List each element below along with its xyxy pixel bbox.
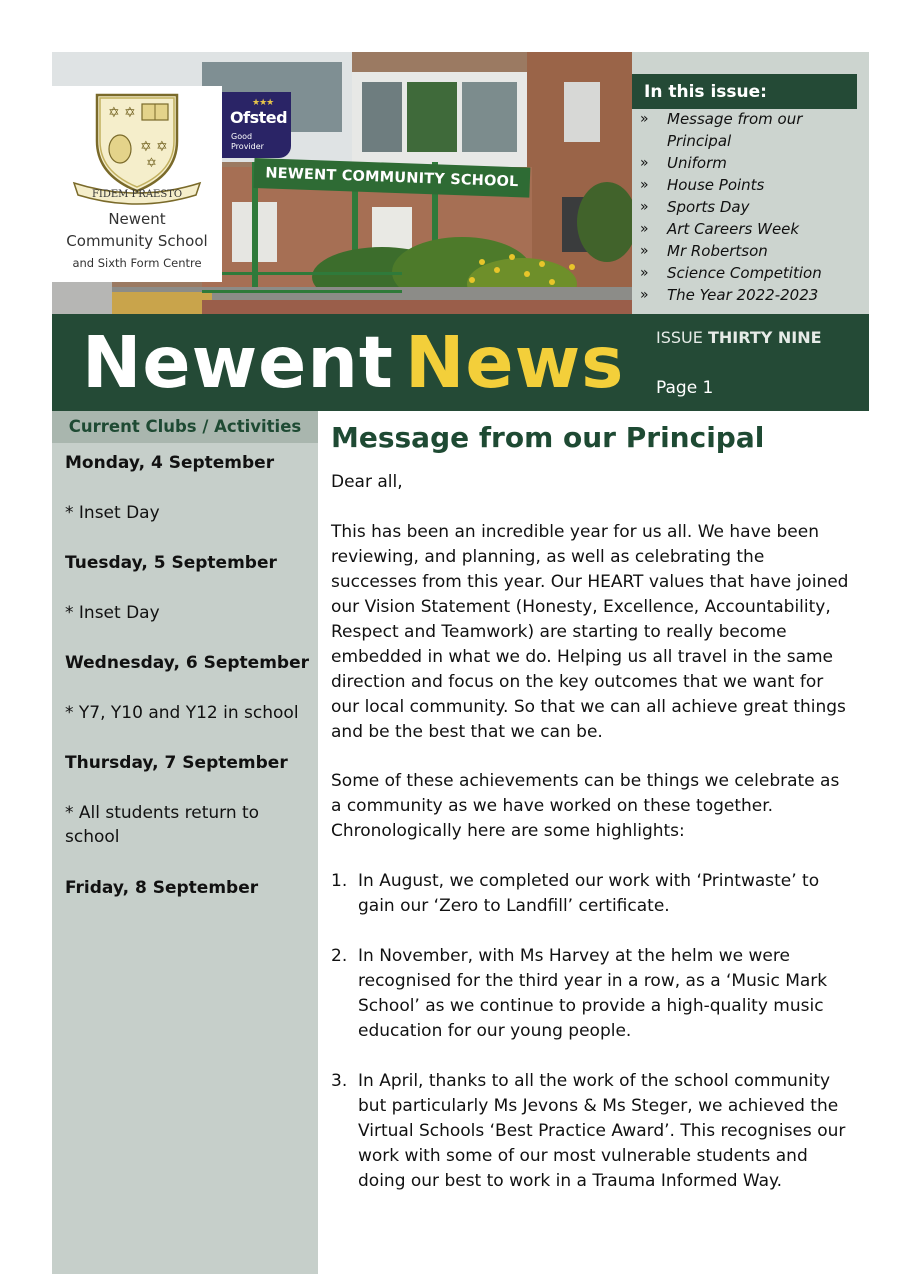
issue-item-label: Science Competition bbox=[667, 264, 822, 282]
issue-item[interactable] bbox=[640, 284, 857, 306]
arrow-icon: » bbox=[640, 221, 649, 237]
issue-item[interactable] bbox=[640, 196, 857, 218]
highlight-item bbox=[331, 1069, 851, 1194]
school-name-line1: Newent bbox=[108, 210, 166, 228]
highlight-item bbox=[331, 944, 851, 1044]
sidebar-day: Friday, 8 September bbox=[65, 878, 259, 898]
arrow-icon: » bbox=[640, 243, 649, 259]
ofsted-stars-icon: ★★★ bbox=[252, 98, 274, 108]
arrow-icon: » bbox=[640, 265, 649, 281]
in-this-issue-list bbox=[640, 108, 857, 306]
issue-item-label: Mr Robertson bbox=[667, 242, 768, 260]
ofsted-badge bbox=[222, 92, 291, 158]
article-greeting: Dear all, bbox=[331, 472, 403, 492]
sidebar-heading: Current Clubs / Activities bbox=[52, 411, 318, 443]
masthead-title-part1: Newent bbox=[82, 321, 394, 404]
issue-number-value: THIRTY NINE bbox=[707, 328, 822, 347]
issue-item[interactable] bbox=[640, 218, 857, 240]
crest-motto: FIDEM PRAESTO bbox=[91, 189, 183, 200]
arrow-icon: » bbox=[640, 287, 649, 303]
sidebar-note: * All students return to school bbox=[65, 803, 260, 847]
sidebar-day: Thursday, 7 September bbox=[65, 753, 288, 773]
highlight-item bbox=[331, 869, 851, 919]
issue-number bbox=[656, 328, 822, 347]
issue-item[interactable] bbox=[640, 152, 857, 174]
arrow-icon: » bbox=[640, 177, 649, 193]
svg-text:✡: ✡ bbox=[156, 139, 168, 155]
issue-item[interactable] bbox=[640, 262, 857, 284]
highlight-number: 1. bbox=[331, 871, 348, 891]
highlight-text: In August, we completed our work with ‘Printwaste’ to gain our ‘Zero to Landfill’ certificate. bbox=[358, 871, 820, 916]
issue-item-label: Uniform bbox=[667, 154, 727, 172]
masthead-title-part2: News bbox=[405, 321, 625, 404]
issue-item-label: House Points bbox=[667, 176, 765, 194]
ofsted-word: Ofsted bbox=[230, 108, 288, 127]
issue-item[interactable] bbox=[640, 108, 857, 152]
ofsted-rating-line1: Good bbox=[231, 132, 253, 141]
page-number: Page 1 bbox=[656, 378, 714, 398]
arrow-icon: » bbox=[640, 155, 649, 171]
highlight-number: 3. bbox=[331, 1071, 348, 1091]
school-crest-icon bbox=[72, 91, 202, 209]
svg-text:✡: ✡ bbox=[140, 139, 152, 155]
issue-item-label: Sports Day bbox=[667, 198, 750, 216]
sidebar-day: Wednesday, 6 September bbox=[65, 653, 309, 673]
sidebar-note: * Y7, Y10 and Y12 in school bbox=[65, 703, 299, 723]
issue-item[interactable] bbox=[640, 174, 857, 196]
sidebar-note: * Inset Day bbox=[65, 603, 160, 623]
highlight-text: In April, thanks to all the work of the school community but particularly Ms Jevons & Ms Steger, we achieved the Virtual Schools ‘Best Practice Award’. This recognises our work with some of our most vulnerable students and doing our best to work in a Trauma Informed Way. bbox=[358, 1071, 846, 1191]
ofsted-rating-line2: Provider bbox=[231, 142, 264, 151]
sidebar-day: Monday, 4 September bbox=[65, 453, 275, 473]
school-name-line3: and Sixth Form Centre bbox=[72, 256, 202, 270]
building-sign: NEWENT COMMUNITY SCHOOL bbox=[253, 158, 530, 198]
issue-item-label: The Year 2022-2023 bbox=[667, 286, 819, 304]
svg-text:✡: ✡ bbox=[146, 156, 157, 171]
issue-item-label: Art Careers Week bbox=[667, 220, 800, 238]
arrow-icon: » bbox=[640, 111, 649, 127]
highlight-text: In November, with Ms Harvey at the helm we were recognised for the third year in a row, as a ‘Music Mark School’ as we continue to provide a high-quality music education for our young people. bbox=[358, 946, 828, 1041]
issue-item[interactable] bbox=[640, 240, 857, 262]
sidebar-day: Tuesday, 5 September bbox=[65, 553, 277, 573]
highlight-number: 2. bbox=[331, 946, 348, 966]
in-this-issue-heading: In this issue: bbox=[632, 74, 857, 109]
article-paragraph: This has been an incredible year for us all. We have been reviewing, and planning, as well as celebrating the successes from this year. Our HEART values that have joined our Vision Statement (Honesty, Excellence, Accountability, Respect and Teamwork) are starting to really become embedded in what we do. Helping us all travel in the same direction and focus on the key outcomes that we want for our local community. So that we can all achieve great things and be the best that we can be. bbox=[331, 522, 849, 742]
article-title: Message from our Principal bbox=[331, 421, 765, 454]
arrow-icon: » bbox=[640, 199, 649, 215]
school-name-line2: Community School bbox=[66, 232, 208, 250]
issue-prefix: ISSUE bbox=[656, 328, 703, 347]
sidebar-note: * Inset Day bbox=[65, 503, 160, 523]
school-logo bbox=[52, 86, 222, 282]
svg-text:✡: ✡ bbox=[124, 105, 136, 121]
issue-item-label: Message from our Principal bbox=[667, 110, 803, 150]
article-paragraph: Some of these achievements can be things we celebrate as a community as we have worked on these together. Chronologically here are some highlights: bbox=[331, 771, 840, 841]
svg-text:✡: ✡ bbox=[108, 105, 120, 121]
